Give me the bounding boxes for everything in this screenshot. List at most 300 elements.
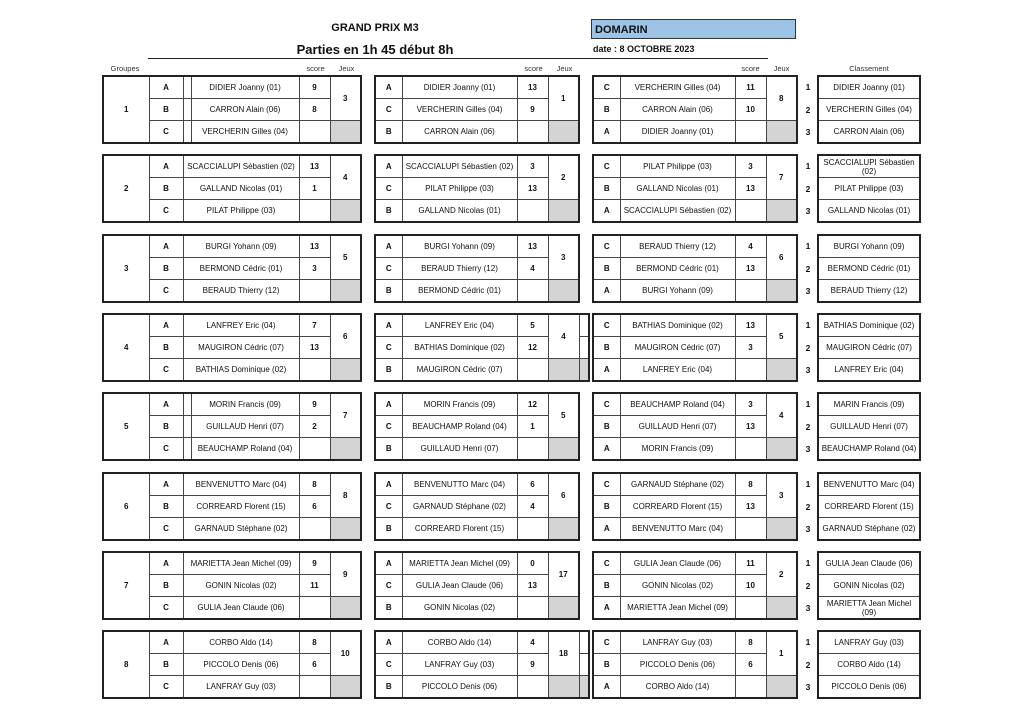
- spacer-cell[interactable]: [579, 337, 589, 359]
- ranked-player-name[interactable]: MAUGIRON Cédric (07): [818, 337, 920, 359]
- score-cell[interactable]: 8: [299, 631, 330, 654]
- player-letter[interactable]: A: [593, 518, 620, 541]
- ranked-player-name[interactable]: CORBO Aldo (14): [818, 654, 920, 676]
- player-letter[interactable]: C: [593, 235, 620, 258]
- player-name[interactable]: PICCOLO Denis (06): [620, 654, 735, 676]
- player-letter[interactable]: C: [375, 654, 402, 676]
- player-name[interactable]: MAUGIRON Cédric (07): [402, 359, 517, 382]
- ranked-player-name[interactable]: PICCOLO Denis (06): [818, 676, 920, 699]
- spacer-cell[interactable]: [579, 654, 589, 676]
- score-cell[interactable]: [735, 200, 766, 223]
- player-letter[interactable]: A: [149, 235, 183, 258]
- score-cell[interactable]: [299, 676, 330, 699]
- player-letter[interactable]: A: [149, 552, 183, 575]
- score-cell[interactable]: 9: [299, 552, 330, 575]
- player-letter[interactable]: A: [375, 76, 402, 99]
- player-letter[interactable]: A: [149, 155, 183, 178]
- jeux-cell[interactable]: 7: [766, 155, 797, 200]
- jeux-cell[interactable]: 3: [766, 473, 797, 518]
- jeux-cell[interactable]: 3: [330, 76, 361, 121]
- ranked-player-name[interactable]: BURGI Yohann (09): [818, 235, 920, 258]
- player-letter[interactable]: C: [375, 496, 402, 518]
- spacer-cell[interactable]: [183, 99, 191, 121]
- player-letter[interactable]: C: [593, 552, 620, 575]
- player-letter[interactable]: C: [149, 597, 183, 620]
- jeux-cell[interactable]: 8: [766, 76, 797, 121]
- player-letter[interactable]: B: [593, 496, 620, 518]
- player-letter[interactable]: B: [149, 496, 183, 518]
- score-cell[interactable]: 9: [299, 393, 330, 416]
- player-letter[interactable]: C: [593, 393, 620, 416]
- jeux-blank-cell[interactable]: [330, 280, 361, 303]
- spacer-cell[interactable]: [579, 676, 589, 699]
- player-name[interactable]: DIDIER Joanny (01): [191, 76, 299, 99]
- score-cell[interactable]: 3: [517, 155, 548, 178]
- player-name[interactable]: BATHIAS Dominique (02): [183, 359, 299, 382]
- jeux-blank-cell[interactable]: [330, 518, 361, 541]
- jeux-cell[interactable]: 6: [330, 314, 361, 359]
- player-name[interactable]: BENVENUTTO Marc (04): [183, 473, 299, 496]
- player-name[interactable]: LANFRAY Guy (03): [620, 631, 735, 654]
- jeux-blank-cell[interactable]: [330, 676, 361, 699]
- player-name[interactable]: BERAUD Thierry (12): [402, 258, 517, 280]
- score-cell[interactable]: 4: [517, 631, 548, 654]
- score-cell[interactable]: [517, 676, 548, 699]
- player-name[interactable]: CARRON Alain (06): [620, 99, 735, 121]
- player-letter[interactable]: C: [593, 155, 620, 178]
- ranked-player-name[interactable]: GULIA Jean Claude (06): [818, 552, 920, 575]
- player-name[interactable]: VERCHERIN Gilles (04): [191, 121, 299, 144]
- score-cell[interactable]: [735, 280, 766, 303]
- score-cell[interactable]: [517, 280, 548, 303]
- score-cell[interactable]: 13: [517, 178, 548, 200]
- score-cell[interactable]: 13: [735, 496, 766, 518]
- ranked-player-name[interactable]: DIDIER Joanny (01): [818, 76, 920, 99]
- player-name[interactable]: CORREARD Florent (15): [620, 496, 735, 518]
- ranked-player-name[interactable]: BERAUD Thierry (12): [818, 280, 920, 303]
- score-cell[interactable]: [299, 200, 330, 223]
- player-letter[interactable]: C: [149, 438, 183, 461]
- jeux-blank-cell[interactable]: [766, 597, 797, 620]
- player-letter[interactable]: A: [593, 597, 620, 620]
- ranked-player-name[interactable]: BERMOND Cédric (01): [818, 258, 920, 280]
- ranked-player-name[interactable]: PILAT Philippe (03): [818, 178, 920, 200]
- player-letter[interactable]: C: [593, 473, 620, 496]
- jeux-blank-cell[interactable]: [548, 597, 579, 620]
- score-cell[interactable]: 5: [517, 314, 548, 337]
- spacer-cell[interactable]: [579, 314, 589, 337]
- player-name[interactable]: CORREARD Florent (15): [402, 518, 517, 541]
- player-letter[interactable]: B: [149, 337, 183, 359]
- jeux-cell[interactable]: 9: [330, 552, 361, 597]
- player-letter[interactable]: C: [375, 416, 402, 438]
- player-letter[interactable]: C: [149, 280, 183, 303]
- player-name[interactable]: BEAUCHAMP Roland (04): [191, 438, 299, 461]
- player-letter[interactable]: A: [375, 473, 402, 496]
- jeux-cell[interactable]: 8: [330, 473, 361, 518]
- score-cell[interactable]: 2: [299, 416, 330, 438]
- jeux-cell[interactable]: 10: [330, 631, 361, 676]
- score-cell[interactable]: 13: [517, 76, 548, 99]
- player-name[interactable]: GUILLAUD Henri (07): [620, 416, 735, 438]
- player-name[interactable]: MAUGIRON Cédric (07): [183, 337, 299, 359]
- player-name[interactable]: MORIN Francis (09): [620, 438, 735, 461]
- player-letter[interactable]: C: [149, 676, 183, 699]
- ranked-player-name[interactable]: CORREARD Florent (15): [818, 496, 920, 518]
- player-letter[interactable]: B: [149, 654, 183, 676]
- player-name[interactable]: CORREARD Florent (15): [183, 496, 299, 518]
- player-name[interactable]: GALLAND Nicolas (01): [183, 178, 299, 200]
- jeux-blank-cell[interactable]: [766, 518, 797, 541]
- player-name[interactable]: GONIN Nicolas (02): [620, 575, 735, 597]
- player-name[interactable]: GULIA Jean Claude (06): [620, 552, 735, 575]
- ranked-player-name[interactable]: GONIN Nicolas (02): [818, 575, 920, 597]
- ranked-player-name[interactable]: MARIETTA Jean Michel (09): [818, 597, 920, 620]
- player-name[interactable]: BURGI Yohann (09): [183, 235, 299, 258]
- score-cell[interactable]: 4: [517, 496, 548, 518]
- score-cell[interactable]: [517, 359, 548, 382]
- score-cell[interactable]: 13: [735, 416, 766, 438]
- score-cell[interactable]: [735, 597, 766, 620]
- jeux-cell[interactable]: 2: [548, 155, 579, 200]
- player-letter[interactable]: C: [375, 178, 402, 200]
- player-letter[interactable]: B: [375, 280, 402, 303]
- ranked-player-name[interactable]: MARIN Francis (09): [818, 393, 920, 416]
- player-name[interactable]: GONIN Nicolas (02): [402, 597, 517, 620]
- player-letter[interactable]: B: [593, 258, 620, 280]
- jeux-cell[interactable]: 4: [548, 314, 579, 359]
- jeux-blank-cell[interactable]: [330, 438, 361, 461]
- player-name[interactable]: CORBO Aldo (14): [620, 676, 735, 699]
- spacer-cell[interactable]: [183, 76, 191, 99]
- score-cell[interactable]: 13: [299, 235, 330, 258]
- score-cell[interactable]: 12: [517, 393, 548, 416]
- player-name[interactable]: PILAT Philippe (03): [183, 200, 299, 223]
- player-name[interactable]: LANFRAY Guy (03): [183, 676, 299, 699]
- player-name[interactable]: MARIETTA Jean Michel (09): [183, 552, 299, 575]
- score-cell[interactable]: 13: [299, 337, 330, 359]
- player-letter[interactable]: B: [149, 416, 183, 438]
- score-cell[interactable]: [299, 597, 330, 620]
- player-name[interactable]: BERMOND Cédric (01): [183, 258, 299, 280]
- score-cell[interactable]: 9: [299, 76, 330, 99]
- jeux-blank-cell[interactable]: [548, 280, 579, 303]
- player-name[interactable]: GONIN Nicolas (02): [183, 575, 299, 597]
- player-name[interactable]: SCACCIALUPI Sébastien (02): [620, 200, 735, 223]
- jeux-cell[interactable]: 4: [330, 155, 361, 200]
- player-letter[interactable]: B: [593, 575, 620, 597]
- player-letter[interactable]: A: [593, 676, 620, 699]
- player-name[interactable]: GULIA Jean Claude (06): [183, 597, 299, 620]
- score-cell[interactable]: [735, 518, 766, 541]
- player-letter[interactable]: C: [375, 337, 402, 359]
- ranked-player-name[interactable]: GARNAUD Stéphane (02): [818, 518, 920, 541]
- player-letter[interactable]: C: [375, 258, 402, 280]
- ranked-player-name[interactable]: BATHIAS Dominique (02): [818, 314, 920, 337]
- ranked-player-name[interactable]: LANFREY Eric (04): [818, 359, 920, 382]
- player-name[interactable]: GUILLAUD Henri (07): [402, 438, 517, 461]
- jeux-cell[interactable]: 2: [766, 552, 797, 597]
- spacer-cell[interactable]: [183, 438, 191, 461]
- score-cell[interactable]: [517, 121, 548, 144]
- score-cell[interactable]: 6: [299, 496, 330, 518]
- player-letter[interactable]: C: [149, 121, 183, 144]
- player-letter[interactable]: C: [375, 575, 402, 597]
- ranked-player-name[interactable]: BENVENUTTO Marc (04): [818, 473, 920, 496]
- player-letter[interactable]: B: [149, 575, 183, 597]
- score-cell[interactable]: 13: [735, 178, 766, 200]
- jeux-blank-cell[interactable]: [548, 200, 579, 223]
- player-letter[interactable]: B: [149, 258, 183, 280]
- player-name[interactable]: PICCOLO Denis (06): [183, 654, 299, 676]
- player-name[interactable]: PILAT Philippe (03): [402, 178, 517, 200]
- jeux-blank-cell[interactable]: [548, 359, 579, 382]
- player-letter[interactable]: C: [149, 359, 183, 382]
- player-name[interactable]: LANFREY Eric (04): [620, 359, 735, 382]
- score-cell[interactable]: 8: [299, 99, 330, 121]
- jeux-blank-cell[interactable]: [330, 359, 361, 382]
- player-name[interactable]: MARIETTA Jean Michel (09): [402, 552, 517, 575]
- player-letter[interactable]: C: [593, 314, 620, 337]
- player-name[interactable]: BURGI Yohann (09): [402, 235, 517, 258]
- score-cell[interactable]: 11: [735, 552, 766, 575]
- jeux-blank-cell[interactable]: [766, 200, 797, 223]
- jeux-cell[interactable]: 1: [548, 76, 579, 121]
- player-letter[interactable]: B: [375, 359, 402, 382]
- score-cell[interactable]: [517, 438, 548, 461]
- venue-cell[interactable]: DOMARIN: [591, 19, 796, 39]
- jeux-cell[interactable]: 6: [548, 473, 579, 518]
- player-name[interactable]: MORIN Francis (09): [191, 393, 299, 416]
- player-letter[interactable]: B: [593, 654, 620, 676]
- jeux-blank-cell[interactable]: [330, 121, 361, 144]
- jeux-cell[interactable]: 5: [330, 235, 361, 280]
- ranked-player-name[interactable]: SCACCIALUPI Sébastien (02): [818, 155, 920, 178]
- score-cell[interactable]: 9: [517, 654, 548, 676]
- player-name[interactable]: BENVENUTTO Marc (04): [402, 473, 517, 496]
- player-letter[interactable]: A: [593, 280, 620, 303]
- ranked-player-name[interactable]: VERCHERIN Gilles (04): [818, 99, 920, 121]
- player-name[interactable]: GALLAND Nicolas (01): [620, 178, 735, 200]
- player-name[interactable]: BENVENUTTO Marc (04): [620, 518, 735, 541]
- player-letter[interactable]: A: [149, 473, 183, 496]
- score-cell[interactable]: [735, 359, 766, 382]
- score-cell[interactable]: 10: [735, 99, 766, 121]
- player-letter[interactable]: B: [375, 676, 402, 699]
- player-name[interactable]: DIDIER Joanny (01): [620, 121, 735, 144]
- player-name[interactable]: LANFREY Eric (04): [183, 314, 299, 337]
- player-letter[interactable]: C: [593, 631, 620, 654]
- score-cell[interactable]: 3: [735, 393, 766, 416]
- spacer-cell[interactable]: [183, 393, 191, 416]
- jeux-cell[interactable]: 6: [766, 235, 797, 280]
- player-name[interactable]: BURGI Yohann (09): [620, 280, 735, 303]
- player-letter[interactable]: A: [593, 438, 620, 461]
- score-cell[interactable]: 10: [735, 575, 766, 597]
- player-name[interactable]: MARIETTA Jean Michel (09): [620, 597, 735, 620]
- player-name[interactable]: GULIA Jean Claude (06): [402, 575, 517, 597]
- jeux-cell[interactable]: 4: [766, 393, 797, 438]
- player-name[interactable]: BERMOND Cédric (01): [402, 280, 517, 303]
- player-letter[interactable]: B: [149, 178, 183, 200]
- player-letter[interactable]: B: [375, 200, 402, 223]
- player-letter[interactable]: A: [375, 393, 402, 416]
- score-cell[interactable]: 12: [517, 337, 548, 359]
- player-letter[interactable]: A: [375, 314, 402, 337]
- jeux-cell[interactable]: 17: [548, 552, 579, 597]
- player-letter[interactable]: B: [149, 99, 183, 121]
- player-letter[interactable]: A: [593, 200, 620, 223]
- score-cell[interactable]: 8: [735, 473, 766, 496]
- player-name[interactable]: LANFRAY Guy (03): [402, 654, 517, 676]
- player-name[interactable]: VERCHERIN Gilles (04): [402, 99, 517, 121]
- score-cell[interactable]: 3: [735, 337, 766, 359]
- player-letter[interactable]: A: [375, 235, 402, 258]
- score-cell[interactable]: 6: [517, 473, 548, 496]
- score-cell[interactable]: 3: [735, 155, 766, 178]
- score-cell[interactable]: [299, 121, 330, 144]
- player-name[interactable]: BERAUD Thierry (12): [620, 235, 735, 258]
- ranked-player-name[interactable]: GUILLAUD Henri (07): [818, 416, 920, 438]
- jeux-blank-cell[interactable]: [548, 676, 579, 699]
- score-cell[interactable]: [517, 518, 548, 541]
- player-letter[interactable]: B: [593, 178, 620, 200]
- player-letter[interactable]: B: [375, 518, 402, 541]
- player-name[interactable]: DIDIER Joanny (01): [402, 76, 517, 99]
- score-cell[interactable]: [517, 597, 548, 620]
- jeux-blank-cell[interactable]: [330, 597, 361, 620]
- ranked-player-name[interactable]: LANFRAY Guy (03): [818, 631, 920, 654]
- player-letter[interactable]: A: [593, 359, 620, 382]
- jeux-cell[interactable]: 7: [330, 393, 361, 438]
- player-name[interactable]: GUILLAUD Henri (07): [191, 416, 299, 438]
- score-cell[interactable]: 6: [735, 654, 766, 676]
- player-name[interactable]: BEAUCHAMP Roland (04): [402, 416, 517, 438]
- jeux-cell[interactable]: 3: [548, 235, 579, 280]
- score-cell[interactable]: [735, 676, 766, 699]
- player-letter[interactable]: B: [375, 121, 402, 144]
- score-cell[interactable]: [299, 359, 330, 382]
- spacer-cell[interactable]: [183, 121, 191, 144]
- score-cell[interactable]: [299, 518, 330, 541]
- jeux-blank-cell[interactable]: [766, 359, 797, 382]
- score-cell[interactable]: 8: [735, 631, 766, 654]
- ranked-player-name[interactable]: GALLAND Nicolas (01): [818, 200, 920, 223]
- player-name[interactable]: BERMOND Cédric (01): [620, 258, 735, 280]
- score-cell[interactable]: 1: [299, 178, 330, 200]
- player-letter[interactable]: A: [375, 552, 402, 575]
- player-name[interactable]: SCACCIALUPI Sébastien (02): [183, 155, 299, 178]
- player-name[interactable]: SCACCIALUPI Sébastien (02): [402, 155, 517, 178]
- player-letter[interactable]: A: [149, 631, 183, 654]
- jeux-cell[interactable]: 18: [548, 631, 579, 676]
- player-letter[interactable]: A: [149, 314, 183, 337]
- player-letter[interactable]: B: [593, 416, 620, 438]
- player-name[interactable]: GARNAUD Stéphane (02): [620, 473, 735, 496]
- score-cell[interactable]: 1: [517, 416, 548, 438]
- score-cell[interactable]: 13: [735, 314, 766, 337]
- spacer-cell[interactable]: [579, 359, 589, 382]
- player-name[interactable]: MAUGIRON Cédric (07): [620, 337, 735, 359]
- jeux-blank-cell[interactable]: [766, 676, 797, 699]
- player-name[interactable]: GARNAUD Stéphane (02): [402, 496, 517, 518]
- score-cell[interactable]: 13: [299, 155, 330, 178]
- score-cell[interactable]: 0: [517, 552, 548, 575]
- score-cell[interactable]: 11: [735, 76, 766, 99]
- score-cell[interactable]: 3: [299, 258, 330, 280]
- player-letter[interactable]: A: [149, 76, 183, 99]
- player-name[interactable]: PILAT Philippe (03): [620, 155, 735, 178]
- score-cell[interactable]: 13: [517, 235, 548, 258]
- player-name[interactable]: VERCHERIN Gilles (04): [620, 76, 735, 99]
- score-cell[interactable]: [299, 438, 330, 461]
- player-name[interactable]: BATHIAS Dominique (02): [620, 314, 735, 337]
- score-cell[interactable]: [299, 280, 330, 303]
- score-cell[interactable]: 6: [299, 654, 330, 676]
- ranked-player-name[interactable]: CARRON Alain (06): [818, 121, 920, 144]
- player-name[interactable]: GARNAUD Stéphane (02): [183, 518, 299, 541]
- player-name[interactable]: MORIN Francis (09): [402, 393, 517, 416]
- player-name[interactable]: CARRON Alain (06): [191, 99, 299, 121]
- player-letter[interactable]: C: [375, 99, 402, 121]
- player-name[interactable]: GALLAND Nicolas (01): [402, 200, 517, 223]
- player-letter[interactable]: C: [593, 76, 620, 99]
- jeux-blank-cell[interactable]: [548, 518, 579, 541]
- score-cell[interactable]: 9: [517, 99, 548, 121]
- spacer-cell[interactable]: [579, 631, 589, 654]
- player-name[interactable]: CORBO Aldo (14): [402, 631, 517, 654]
- spacer-cell[interactable]: [183, 416, 191, 438]
- jeux-cell[interactable]: 5: [548, 393, 579, 438]
- score-cell[interactable]: 13: [735, 258, 766, 280]
- jeux-cell[interactable]: 1: [766, 631, 797, 676]
- player-letter[interactable]: B: [593, 99, 620, 121]
- score-cell[interactable]: 11: [299, 575, 330, 597]
- player-letter[interactable]: B: [375, 438, 402, 461]
- player-name[interactable]: BERAUD Thierry (12): [183, 280, 299, 303]
- score-cell[interactable]: [735, 121, 766, 144]
- player-name[interactable]: CARRON Alain (06): [402, 121, 517, 144]
- player-letter[interactable]: A: [375, 155, 402, 178]
- jeux-blank-cell[interactable]: [766, 280, 797, 303]
- score-cell[interactable]: 4: [735, 235, 766, 258]
- score-cell[interactable]: 7: [299, 314, 330, 337]
- player-letter[interactable]: A: [149, 393, 183, 416]
- player-letter[interactable]: C: [149, 518, 183, 541]
- score-cell[interactable]: [735, 438, 766, 461]
- player-letter[interactable]: A: [593, 121, 620, 144]
- ranked-player-name[interactable]: BEAUCHAMP Roland (04): [818, 438, 920, 461]
- player-letter[interactable]: B: [375, 597, 402, 620]
- score-cell[interactable]: 8: [299, 473, 330, 496]
- jeux-blank-cell[interactable]: [766, 121, 797, 144]
- player-name[interactable]: BATHIAS Dominique (02): [402, 337, 517, 359]
- score-cell[interactable]: 13: [517, 575, 548, 597]
- jeux-cell[interactable]: 5: [766, 314, 797, 359]
- jeux-blank-cell[interactable]: [766, 438, 797, 461]
- player-letter[interactable]: C: [149, 200, 183, 223]
- score-cell[interactable]: 4: [517, 258, 548, 280]
- player-name[interactable]: BEAUCHAMP Roland (04): [620, 393, 735, 416]
- jeux-blank-cell[interactable]: [548, 438, 579, 461]
- player-name[interactable]: LANFREY Eric (04): [402, 314, 517, 337]
- jeux-blank-cell[interactable]: [548, 121, 579, 144]
- player-letter[interactable]: B: [593, 337, 620, 359]
- score-cell[interactable]: [517, 200, 548, 223]
- player-name[interactable]: CORBO Aldo (14): [183, 631, 299, 654]
- player-letter[interactable]: A: [375, 631, 402, 654]
- jeux-blank-cell[interactable]: [330, 200, 361, 223]
